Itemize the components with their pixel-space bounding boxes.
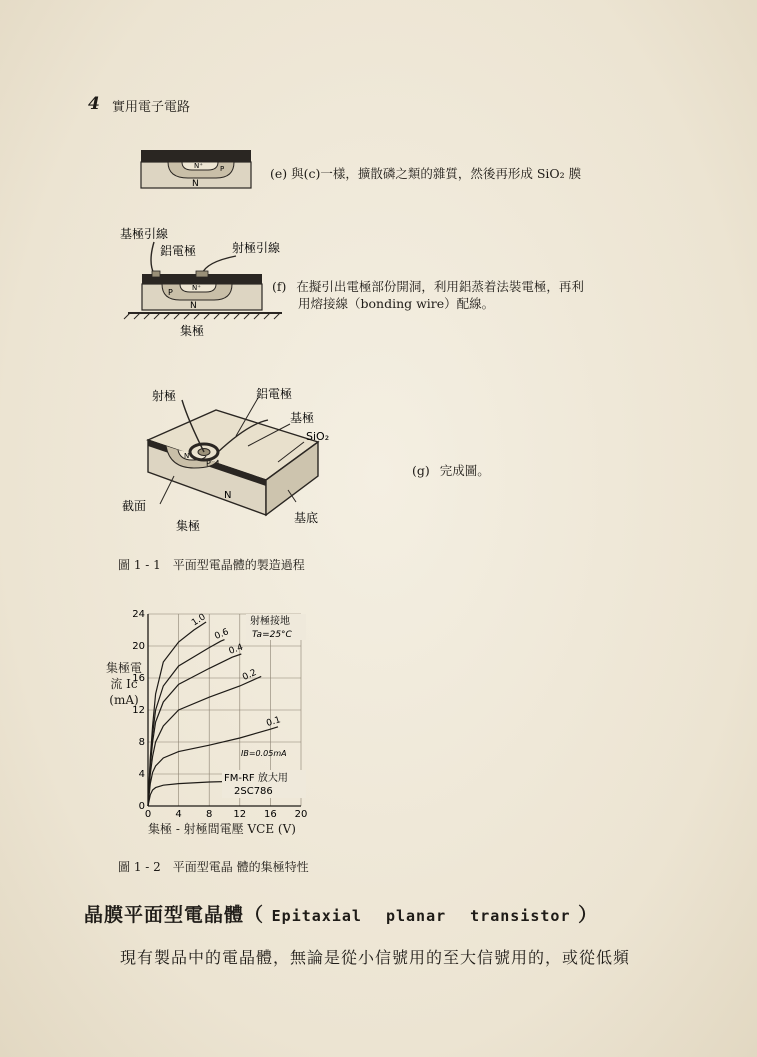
step-g-label: (g) [412, 463, 430, 478]
label-collector-f: 集極 [180, 324, 205, 338]
page-number: 4 [88, 94, 100, 114]
y-tick-label: 0 [138, 801, 145, 812]
device-line1: FM-RF 放大用 [224, 773, 288, 784]
x-tick-label: 16 [264, 809, 277, 820]
label-sio2: SiO₂ [306, 430, 330, 443]
label-n-f: N [190, 301, 197, 311]
base-electrode [152, 271, 160, 277]
curve-label: 1.0 [190, 612, 208, 629]
y-tick-label: 20 [132, 641, 145, 652]
diagram-e [138, 146, 258, 194]
curve-label: 0.6 [213, 627, 231, 642]
figure1-caption: 圖 1 - 1 平面型電晶體的製造過程 [118, 558, 305, 572]
curve-label: 0.2 [241, 667, 259, 683]
x-tick-label: 0 [144, 809, 152, 820]
label-emitter-g: 射極 [152, 389, 177, 403]
curve-label: 0.4 [227, 642, 245, 657]
step-e-text: 與(c)一樣，擴散磷之類的雜質，然後再形成 SiO₂ 膜 [291, 166, 582, 181]
body-paragraph: 現有製品中的電晶體，無論是從小信號用的至大信號用的，或從低頻 [120, 948, 631, 967]
step-e-label: (e) [270, 166, 288, 181]
label-al-electrode-f: 鋁電極 [160, 244, 197, 258]
label-nplus-e: N⁺ [194, 162, 203, 170]
emitter-electrode [196, 271, 208, 277]
label-collector-g: 集極 [176, 519, 201, 533]
y-tick-label: 24 [132, 609, 145, 620]
paren-open: （ [244, 904, 272, 926]
figure2-caption: 圖 1 - 2 平面型電晶 體的集極特性 [118, 860, 309, 874]
label-base-g: 基極 [290, 411, 315, 425]
label-p-g: P [206, 459, 211, 468]
step-e [270, 165, 581, 182]
oxide-layer [141, 150, 251, 162]
series-curve [148, 640, 225, 806]
label-p-e: P [220, 165, 225, 173]
diagram-g [118, 380, 358, 535]
x-tick-label: 12 [233, 809, 247, 820]
chart-y-axis-label: 集極電流 Ic (mA) [105, 661, 142, 707]
chart-x-axis-label: 集極 - 射極間電壓 VCE (V) [148, 822, 296, 836]
label-nplus-f: N⁺ [192, 284, 201, 292]
y-tick-label: 16 [132, 673, 145, 684]
step-f-line1: 在擬引出電極部份開洞，利用鋁蒸着法裝電極，再利 [296, 279, 584, 294]
legend-line2: Ta=25°C [252, 630, 292, 640]
label-emitter-lead: 射極引線 [232, 241, 281, 255]
collector-characteristic-chart [96, 600, 326, 845]
series-curve [148, 622, 206, 806]
x-tick-label: 20 [294, 809, 308, 820]
y-tick-label: 12 [132, 705, 145, 716]
label-n-g: N [224, 490, 232, 501]
ib-label: IB=0.05mA [241, 749, 287, 758]
legend-line1: 射極接地 [250, 616, 290, 627]
cross-section-pointer [160, 476, 174, 504]
step-g [412, 462, 490, 479]
curve-label: 0.1 [265, 715, 282, 729]
label-base-lead: 基極引線 [120, 227, 169, 241]
label-cross-section: 截面 [122, 499, 147, 513]
label-n-e: N [192, 179, 199, 189]
book-title: 實用電子電路 [112, 100, 191, 115]
y-tick-label: 4 [138, 769, 145, 780]
step-f [272, 278, 584, 312]
x-tick-label: 4 [175, 809, 182, 820]
y-tick-label: 8 [138, 737, 145, 748]
base-wire [151, 242, 154, 274]
section-title-zh: 晶膜平面型電晶體 [84, 904, 245, 926]
paren-close: ） [570, 904, 599, 926]
step-g-text: 完成圖。 [439, 463, 490, 478]
x-tick-label: 8 [206, 809, 213, 820]
section-title [84, 900, 598, 927]
device-line2: 2SC786 [234, 786, 273, 797]
label-al-electrode-g: 鋁電極 [256, 387, 293, 401]
label-p-f: P [168, 288, 173, 297]
section-title-en: Epitaxial planar transistor [271, 907, 571, 925]
step-f-label: (f) [272, 279, 287, 294]
label-nplus-g: N⁺ [184, 452, 193, 460]
label-substrate: 基底 [294, 511, 319, 525]
step-f-line2: 用熔接線（bonding wire）配線。 [298, 296, 495, 311]
